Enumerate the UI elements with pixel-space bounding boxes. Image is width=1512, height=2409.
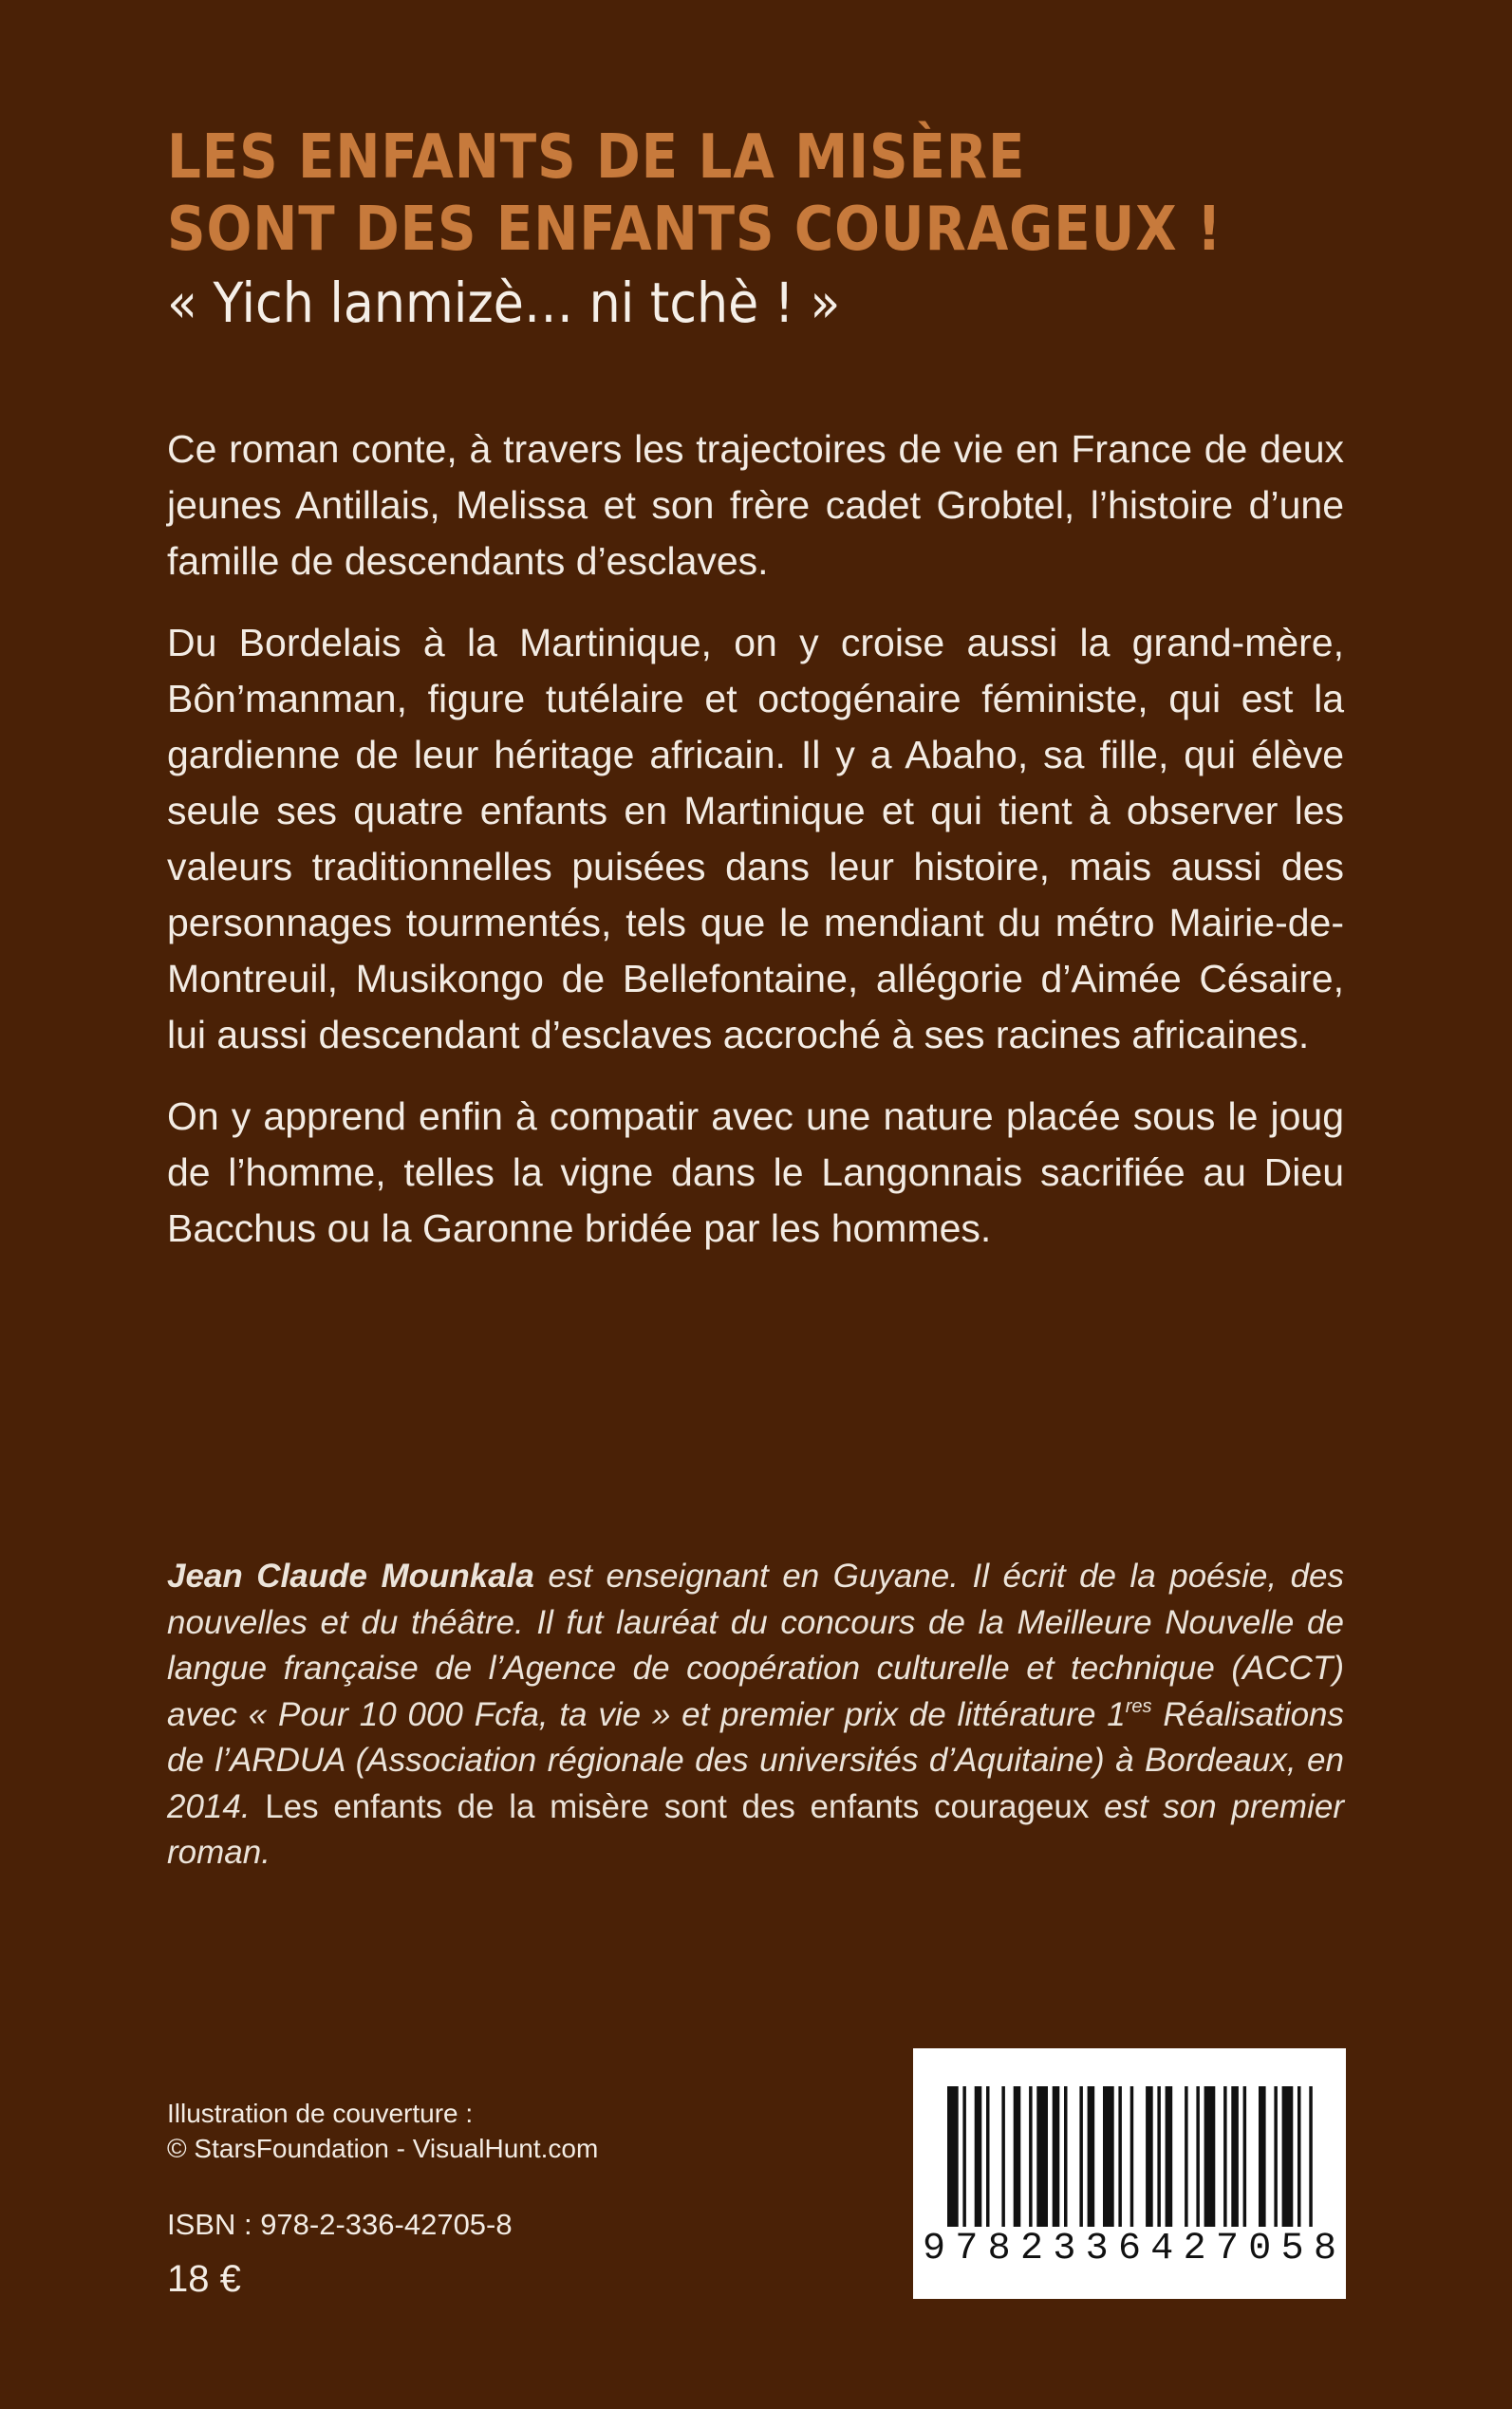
bio-text-3: est son premier roman. [167, 1787, 1344, 1871]
barcode-bar [1001, 2086, 1005, 2227]
synopsis-paragraph-2: Du Bordelais à la Martinique, on y croise aussi la grand-mère, Bôn’manman, figure tutélaire et octogénaire féministe, qui est la gardienne de leur héritage africain. Il y a Abaho, sa fille, qui élève seule ses quatre enfants en Martinique et qui tient à observer les valeurs traditionnelles puisées dans leur histoire, mais aussi des personnages tourmentés, tels que le mendiant du métro Mairie-de-Montreuil, Musikongo de Bellefontaine, allégorie d’Aimée Césaire, lui aussi descendant d’esclaves accroché à ses racines africaines. [167, 621, 1344, 1056]
barcode-bar [986, 2086, 990, 2227]
title-line-1: LES ENFANTS DE LA MISÈRE [167, 122, 1026, 193]
barcode-bar [1118, 2086, 1122, 2227]
isbn: ISBN : 978-2-336-42705-8 [167, 2208, 513, 2241]
barcode-bar [1130, 2086, 1134, 2227]
barcode-digit: 2 [1183, 2228, 1206, 2270]
barcode-bar [1204, 2086, 1216, 2227]
barcode-digits [923, 2229, 1336, 2270]
barcode-digit: 8 [1313, 2228, 1336, 2270]
synopsis-paragraph-3: On y apprend enfin à compatir avec une nature placée sous le joug de l’homme, telles la vigne dans le Langonnais sacrifiée au Dieu Bacchus ou la Garonne bridée par les hommes. [167, 1094, 1344, 1250]
barcode-digit: 8 [987, 2228, 1011, 2270]
title-line-2: SONT DES ENFANTS COURAGEUX ! [167, 195, 1223, 265]
barcode-bar [1243, 2086, 1247, 2227]
bio-text-1: est enseignant en Guyane. Il écrit de la poésie, des nouvelles et du théâtre. Il fut lauréat du concours de la Meilleure Nouvelle de langue française de l’Agence de coopération culturelle et technique (ACCT) avec « Pour 10 000 Fcfa, ta vie » et premier prix de littérature 1 [167, 1558, 1345, 1733]
barcode-bar [1259, 2086, 1266, 2227]
barcode-digit: 7 [1215, 2228, 1239, 2270]
barcode-bar [1223, 2086, 1227, 2227]
author-bio [167, 1554, 1344, 1877]
barcode-bar [1309, 2086, 1313, 2227]
bio-book-title: Les enfants de la misère sont des enfants courageux [250, 1787, 1090, 1825]
barcode-bar [1064, 2086, 1068, 2227]
barcode-bar [1231, 2086, 1239, 2227]
barcode-bar [1282, 2086, 1294, 2227]
barcode-digit: 9 [923, 2228, 946, 2270]
barcode-bar [1166, 2086, 1173, 2227]
barcode-bar [975, 2086, 982, 2227]
bio-text-2: Réalisations de l’ARDUA (Association régionale des universités d’Aquitaine) à Bordeaux, en 2014. [167, 1695, 1344, 1825]
barcode-bar [1274, 2086, 1278, 2227]
barcode [913, 2048, 1346, 2299]
barcode-bar [962, 2086, 966, 2227]
barcode-bar [1029, 2086, 1033, 2227]
credits-line-1: Illustration de couverture : [167, 2099, 474, 2128]
barcode-digit: 0 [1248, 2228, 1272, 2270]
barcode-bar [1014, 2086, 1021, 2227]
barcode-digit: 7 [955, 2228, 979, 2270]
author-bio-text [167, 1554, 1344, 1877]
barcode-bar [1088, 2086, 1095, 2227]
price: 18 € [167, 2258, 241, 2300]
book-subtitle: « Yich lanmizè… ni tchè ! » [167, 271, 841, 335]
cover-credits [167, 2096, 598, 2166]
barcode-digit: 5 [1280, 2228, 1304, 2270]
barcode-bar [1297, 2086, 1301, 2227]
book-title [167, 121, 1223, 266]
barcode-bar [1079, 2086, 1083, 2227]
barcode-bar [1196, 2086, 1200, 2227]
barcode-bar [1146, 2086, 1153, 2227]
barcode-digit: 4 [1150, 2228, 1174, 2270]
barcode-bar [1185, 2086, 1188, 2227]
barcode-digit: 3 [1053, 2228, 1076, 2270]
barcode-bar [1157, 2086, 1161, 2227]
barcode-bar [1036, 2086, 1048, 2227]
credits-line-2: © StarsFoundation - VisualHunt.com [167, 2134, 599, 2163]
barcode-bar [1053, 2086, 1060, 2227]
author-name: Jean Claude Mounkala [167, 1558, 534, 1595]
bio-superscript: res [1125, 1695, 1152, 1717]
synopsis [167, 421, 1344, 1282]
synopsis-paragraph-1: Ce roman conte, à travers les trajectoires de vie en France de deux jeunes Antillais, Melissa et son frère cadet Grobtel, l’histoire d’une famille de descendants d’esclaves. [167, 427, 1344, 583]
barcode-bar [947, 2086, 959, 2227]
barcode-digit: 3 [1085, 2228, 1109, 2270]
barcode-digit: 6 [1117, 2228, 1141, 2270]
barcode-digit: 2 [1019, 2228, 1043, 2270]
barcode-bar [1103, 2086, 1114, 2227]
